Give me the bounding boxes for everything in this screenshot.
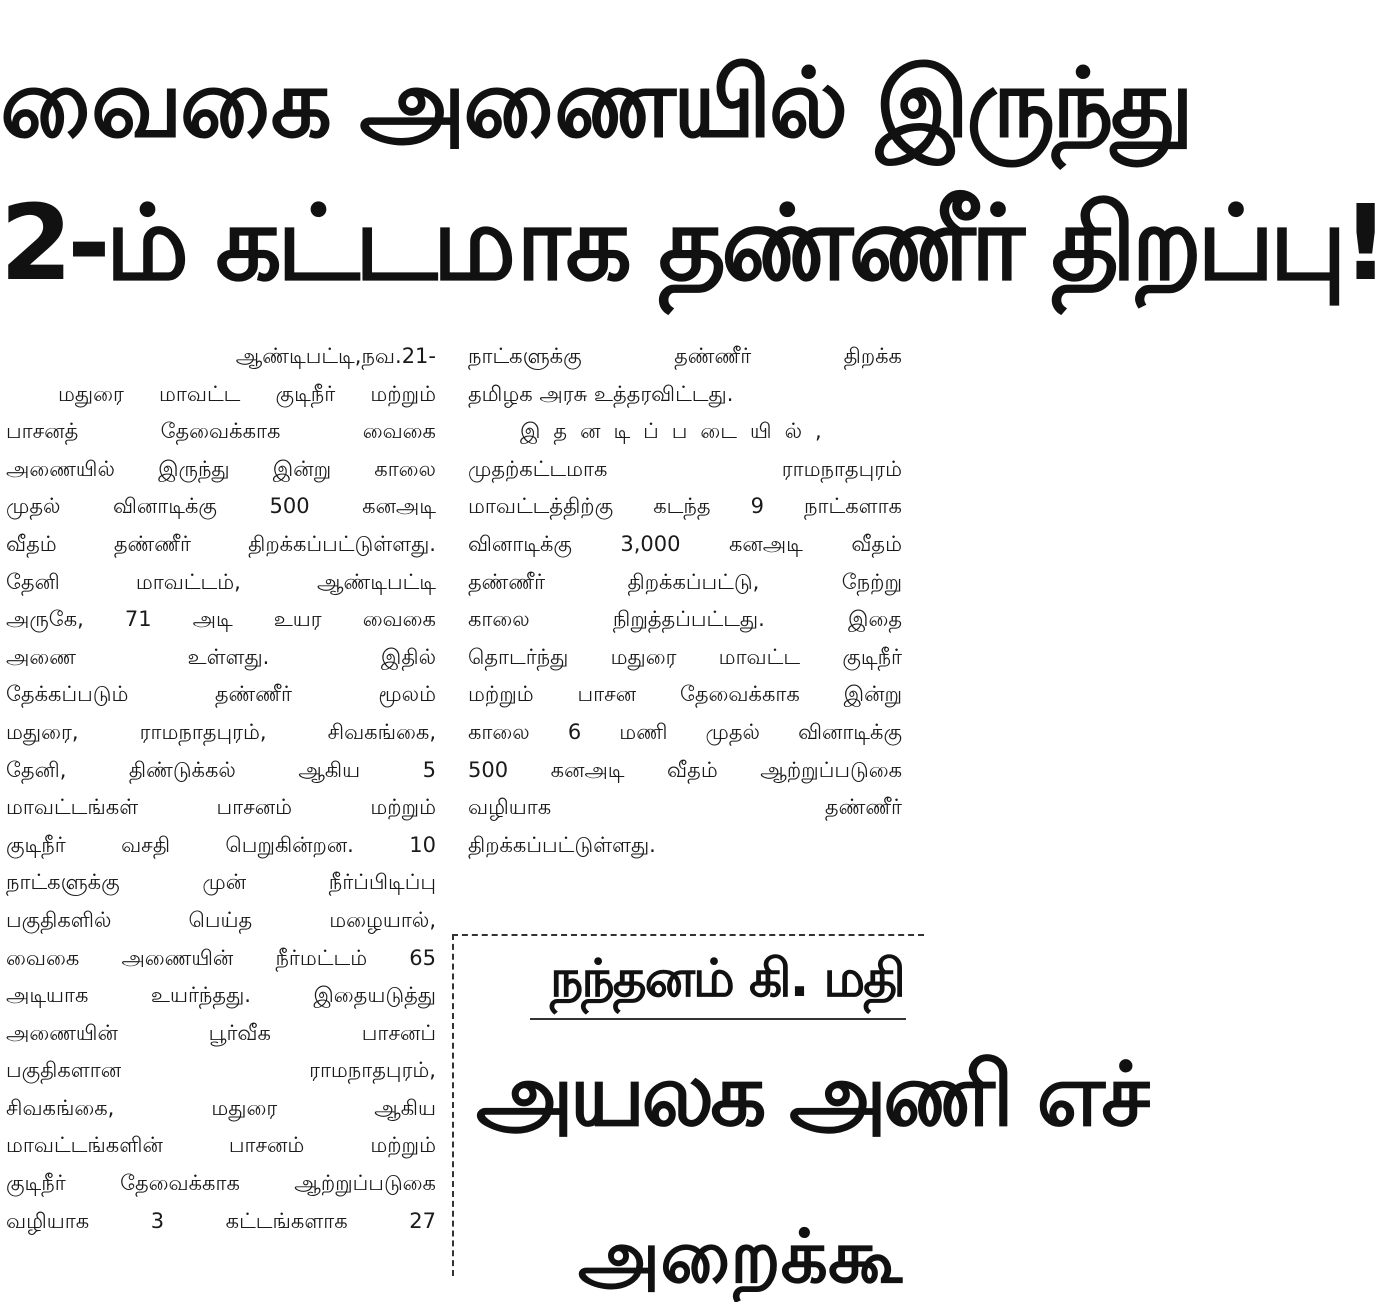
article-line: அணையின் பூர்வீக பாசனப் (6, 1020, 436, 1045)
article-line: தேனி, திண்டுக்கல் ஆகிய 5 (6, 757, 436, 782)
article-line: மதுரை, ராமநாதபுரம், சிவகங்கை, (6, 719, 436, 744)
sidebar-author: நந்தனம் கி. மதி (550, 949, 904, 1009)
article-line: வைகை அணையின் நீர்மட்டம் 65 (6, 945, 436, 970)
article-line: சிவகங்கை, மதுரை ஆகிய (6, 1095, 436, 1120)
article-line: காலை நிறுத்தப்பட்டது. இதை (468, 607, 902, 632)
sidebar-headline: அயலக அணி எச் (476, 1043, 1146, 1146)
headline-line-2: 2-ம் கட்டமாக தண்ணீர் திறப்பு! (0, 182, 1384, 304)
sidebar-subheadline: அறைக்கூ (578, 1214, 903, 1300)
article-line: மாவட்டத்திற்கு கடந்த 9 நாட்களாக (468, 494, 902, 519)
article-line: மதுரை மாவட்ட குடிநீர் மற்றும் (58, 381, 436, 406)
article-line: மாவட்டங்கள் பாசனம் மற்றும் (6, 795, 436, 820)
article-line: வினாடிக்கு 3,000 கனஅடி வீதம் (468, 531, 902, 556)
article-line: முதற்கட்டமாக ராமநாதபுரம் (468, 456, 902, 481)
article-line: அருகே, 71 அடி உயர வைகை (6, 607, 436, 632)
article-line: தேக்கப்படும் தண்ணீர் மூலம் (6, 682, 436, 707)
article-line: குடிநீர் வசதி பெறுகின்றன. 10 (6, 832, 436, 857)
article-line: பகுதிகளில் பெய்த மழையால், (6, 907, 436, 932)
article-column-2 (468, 338, 902, 864)
article-line: இதனடிப்படையில், (520, 419, 835, 444)
article-line: வழியாக 3 கட்டங்களாக 27 (6, 1208, 436, 1233)
article-line: தேனி மாவட்டம், ஆண்டிபட்டி (6, 569, 436, 594)
sidebar-divider (530, 1018, 906, 1020)
article-column-1 (6, 338, 436, 1240)
article-line: நாட்களுக்கு தண்ணீர் திறக்க (468, 344, 902, 368)
article-line: முதல் வினாடிக்கு 500 கனஅடி (6, 494, 436, 519)
article-line: மற்றும் பாசன தேவைக்காக இன்று (468, 682, 902, 707)
article-line: 500 கனஅடி வீதம் ஆற்றுப்படுகை (468, 757, 902, 782)
article-line: காலை 6 மணி முதல் வினாடிக்கு (468, 719, 902, 744)
article-line: பாசனத் தேவைக்காக வைகை (6, 419, 436, 444)
article-line: தொடர்ந்து மதுரை மாவட்ட குடிநீர் (468, 644, 902, 669)
article-line: அணை உள்ளது. இதில் (6, 644, 436, 669)
article-line: குடிநீர் தேவைக்காக ஆற்றுப்படுகை (6, 1171, 436, 1196)
article-line: மாவட்டங்களின் பாசனம் மற்றும் (6, 1133, 436, 1158)
article-line: தண்ணீர் திறக்கப்பட்டு, நேற்று (468, 569, 902, 594)
headline-line-1: வைகை அணையில் இருந்து (0, 47, 1191, 159)
article-line: நாட்களுக்கு முன் நீர்ப்பிடிப்பு (6, 870, 436, 895)
dateline: ஆண்டிபட்டி,நவ.21- (235, 344, 436, 368)
article-line: வழியாக தண்ணீர் (468, 795, 902, 820)
article-line: திறக்கப்பட்டுள்ளது. (468, 832, 656, 857)
article-line: அடியாக உயர்ந்தது. இதையடுத்து (6, 983, 436, 1008)
article-line: வீதம் தண்ணீர் திறக்கப்பட்டுள்ளது. (6, 531, 436, 556)
article-line: பகுதிகளான ராமநாதபுரம், (6, 1058, 436, 1083)
article-line: அணையில் இருந்து இன்று காலை (6, 456, 436, 481)
article-line: தமிழக அரசு உத்தரவிட்டது. (468, 381, 734, 406)
